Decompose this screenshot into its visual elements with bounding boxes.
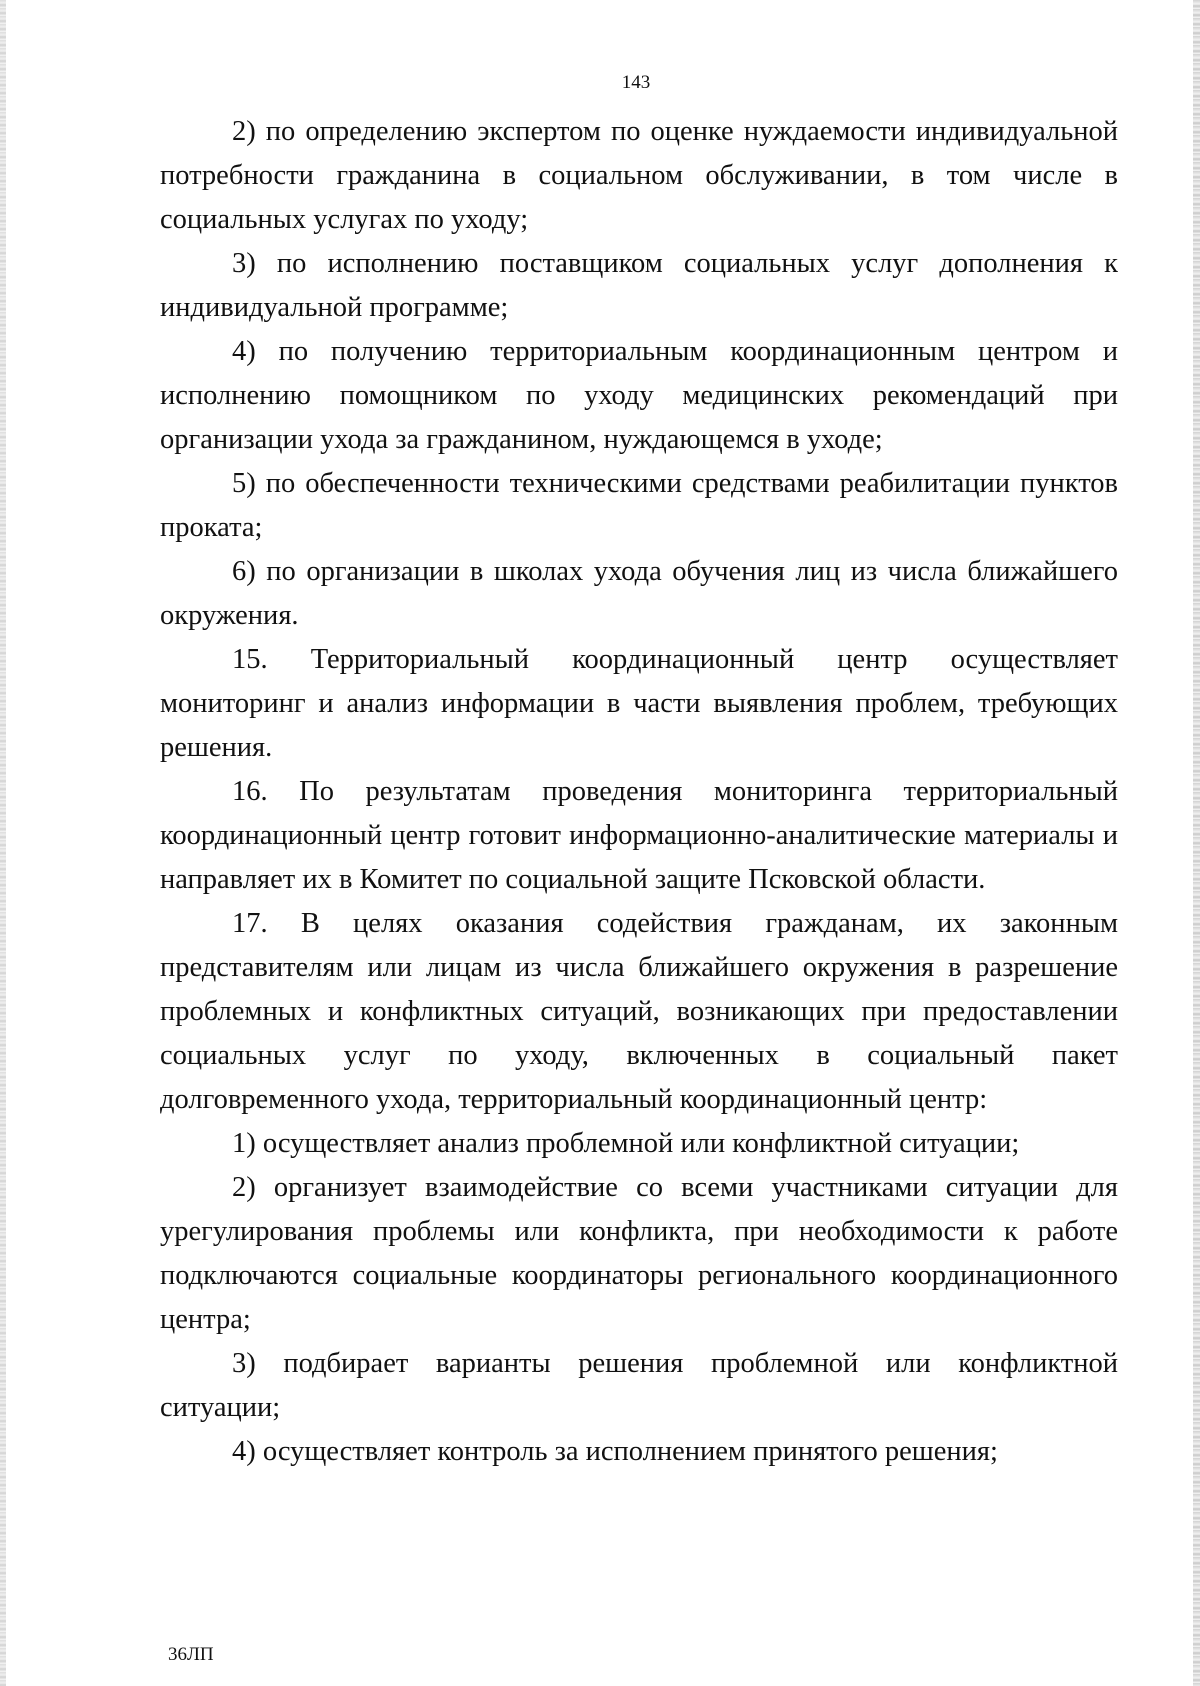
document-body — [160, 110, 1118, 1474]
list-item-3-solutions: 3) подбирает варианты решения проблемной или конфликтной ситуации; — [160, 1348, 1118, 1423]
paragraph-17-conflict-resolution: 17. В целях оказания содействия гражданам, их законным представителям или лицам из числа ближайшего окружения в разрешение проблемных и конфликтных ситуаций, возникающих при предоставлении социальных услуг по уходу, включенных в социальный пакет долговременного ухода, территориальный координационный центр: — [160, 908, 1118, 1115]
page-number: 143 — [621, 72, 651, 93]
list-item-2-interaction: 2) организует взаимодействие со всеми участниками ситуации для урегулирования проблемы или конфликта, при необходимости к работе подключаются социальные координаторы регионального координационного центра; — [160, 1172, 1118, 1335]
list-item-1-analysis: 1) осуществляет анализ проблемной или конфликтной ситуации; — [232, 1128, 1020, 1159]
paragraph-4-medical-recommendations: 4) по получению территориальным координационным центром и исполнению помощником по уходу медицинских рекомендаций при организации ухода за гражданином, нуждающемся в уходе; — [160, 336, 1118, 455]
paragraph-5-rehabilitation-means: 5) по обеспеченности техническими средствами реабилитации пунктов проката; — [160, 468, 1118, 543]
scan-edge-left — [0, 0, 6, 1686]
paragraph-6-care-schools: 6) по организации в школах ухода обучения лиц из числа ближайшего окружения. — [160, 556, 1118, 631]
footer-document-code: 36ЛП — [168, 1644, 214, 1665]
scan-edge-right — [1193, 0, 1200, 1686]
list-item-4-control: 4) осуществляет контроль за исполнением принятого решения; — [232, 1436, 998, 1467]
paragraph-3-supplier-execution: 3) по исполнению поставщиком социальных услуг дополнения к индивидуальной программе; — [160, 248, 1118, 323]
paragraph-2-expert-assessment: 2) по определению экспертом по оценке нуждаемости индивидуальной потребности гражданина в социальном обслуживании, в том числе в социальных услугах по уходу; — [160, 116, 1118, 235]
paragraph-16-analytical-materials: 16. По результатам проведения мониторинга территориальный координационный центр готовит информационно-аналитические материалы и направляет их в Комитет по социальной защите Псковской области. — [160, 776, 1118, 895]
paragraph-15-monitoring: 15. Территориальный координационный центр осуществляет мониторинг и анализ информации в части выявления проблем, требующих решения. — [160, 644, 1118, 763]
